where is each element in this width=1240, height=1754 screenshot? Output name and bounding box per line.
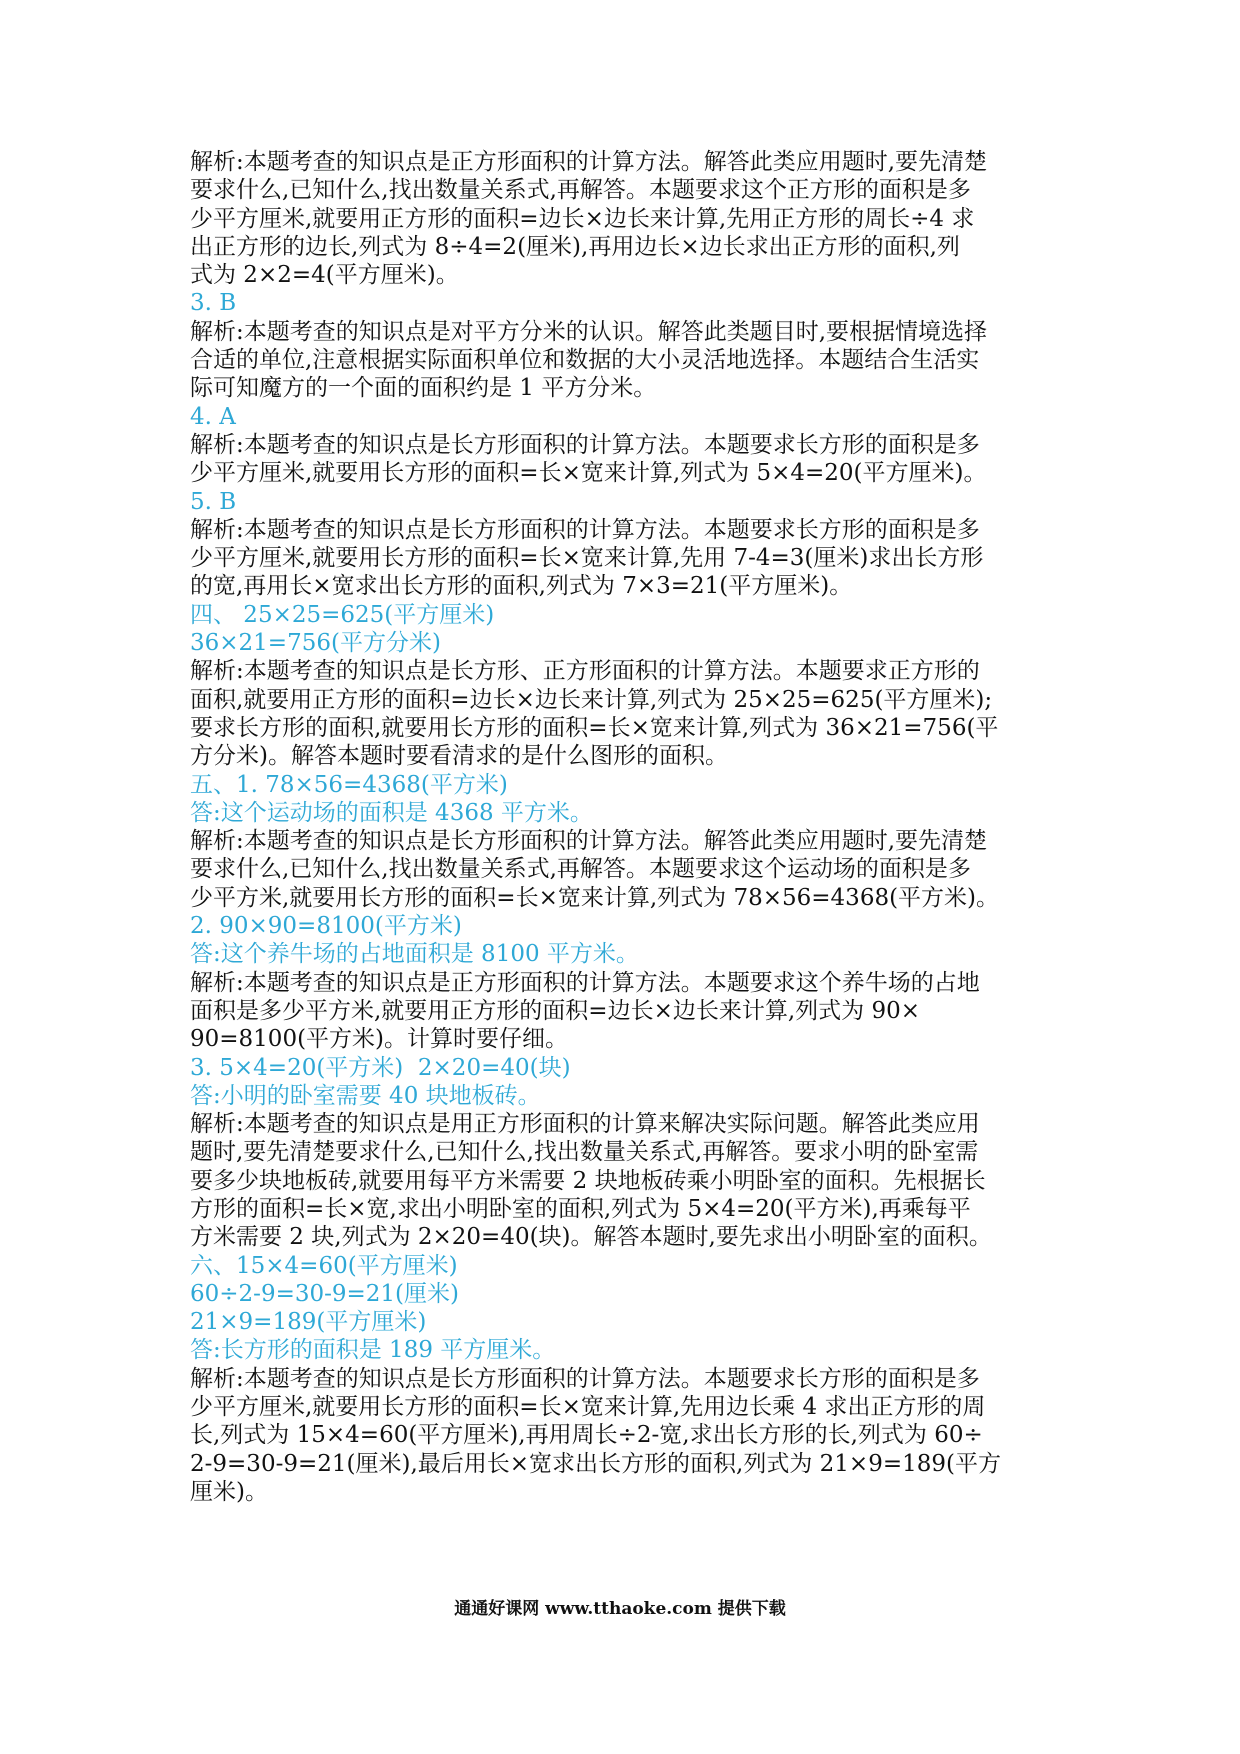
answer-line: 答:这个养牛场的占地面积是 8100 平方米。	[190, 941, 639, 968]
analysis-line: 长,列式为 15×4=60(平方厘米),再用周长÷2-宽,求出长方形的长,列式为 60÷	[190, 1422, 983, 1449]
page-footer: 通通好课网 www.tthaoke.com 提供下载	[454, 1599, 786, 1619]
answer-line: 21×9=189(平方厘米)	[190, 1309, 427, 1336]
answer-line: 四、 25×25=625(平方厘米)	[190, 601, 495, 628]
analysis-line: 合适的单位,注意根据实际面积单位和数据的大小灵活地选择。本题结合生活实	[190, 347, 980, 374]
analysis-line: 要求长方形的面积,就要用长方形的面积=长×宽来计算,列式为 36×21=756(平	[190, 714, 999, 741]
analysis-line: 解析:本题考查的知识点是长方形面积的计算方法。本题要求长方形的面积是多	[190, 1365, 980, 1392]
answer-line: 5. B	[190, 488, 237, 515]
analysis-line: 题时,要先清楚要求什么,已知什么,找出数量关系式,再解答。要求小明的卧室需	[190, 1139, 979, 1166]
analysis-line: 少平方厘米,就要用长方形的面积=长×宽来计算,先用 7-4=3(厘米)求出长方形	[190, 545, 984, 572]
analysis-line: 解析:本题考查的知识点是长方形面积的计算方法。本题要求长方形的面积是多	[190, 516, 980, 543]
analysis-line: 厘米)。	[190, 1478, 268, 1505]
analysis-line: 少平方米,就要用长方形的面积=长×宽来计算,列式为 78×56=4368(平方米)。	[190, 884, 1000, 911]
answer-line: 答:小明的卧室需要 40 块地板砖。	[190, 1082, 541, 1109]
answer-line: 4. A	[190, 403, 236, 430]
analysis-line: 要求什么,已知什么,找出数量关系式,再解答。本题要求这个正方形的面积是多	[190, 177, 971, 204]
answer-line: 3. 5×4=20(平方米) 2×20=40(块)	[190, 1054, 571, 1081]
answer-line: 答:这个运动场的面积是 4368 平方米。	[190, 799, 593, 826]
analysis-line: 少平方厘米,就要用正方形的面积=边长×边长来计算,先用正方形的周长÷4 求	[190, 205, 975, 232]
document-body	[190, 148, 1070, 1506]
answer-line: 五、1. 78×56=4368(平方米)	[190, 771, 508, 798]
analysis-line: 少平方厘米,就要用长方形的面积=长×宽来计算,先用边长乘 4 求出正方形的周	[190, 1394, 986, 1421]
analysis-line: 解析:本题考查的知识点是对平方分米的认识。解答此类题目时,要根据情境选择	[190, 318, 988, 345]
analysis-line: 解析:本题考查的知识点是长方形面积的计算方法。解答此类应用题时,要先清楚	[190, 828, 988, 855]
answer-line: 答:长方形的面积是 189 平方厘米。	[190, 1337, 556, 1364]
analysis-line: 方分米)。解答本题时要看清求的是什么图形的面积。	[190, 743, 728, 770]
analysis-line: 解析:本题考查的知识点是正方形面积的计算方法。本题要求这个养牛场的占地	[190, 969, 980, 996]
answer-line: 3. B	[190, 290, 237, 317]
analysis-line: 解析:本题考查的知识点是正方形面积的计算方法。解答此类应用题时,要先清楚	[190, 149, 988, 175]
analysis-line: 解析:本题考查的知识点是用正方形面积的计算来解决实际问题。解答此类应用	[190, 1111, 980, 1138]
answer-line: 2. 90×90=8100(平方米)	[190, 913, 462, 940]
analysis-line: 面积是多少平方米,就要用正方形的面积=边长×边长来计算,列式为 90×	[190, 997, 921, 1024]
analysis-line: 方米需要 2 块,列式为 2×20=40(块)。解答本题时,要先求出小明卧室的面积。	[190, 1224, 992, 1251]
analysis-line: 的宽,再用长×宽求出长方形的面积,列式为 7×3=21(平方厘米)。	[190, 573, 853, 600]
analysis-line: 出正方形的边长,列式为 8÷4=2(厘米),再用边长×边长求出正方形的面积,列	[190, 233, 960, 260]
analysis-line: 90=8100(平方米)。计算时要仔细。	[190, 1026, 569, 1053]
analysis-line: 2-9=30-9=21(厘米),最后用长×宽求出长方形的面积,列式为 21×9=189(平方	[190, 1450, 1001, 1477]
answer-line: 60÷2-9=30-9=21(厘米)	[190, 1280, 460, 1307]
answer-line: 六、15×4=60(平方厘米)	[190, 1252, 458, 1279]
analysis-line: 解析:本题考查的知识点是长方形、正方形面积的计算方法。本题要求正方形的	[190, 658, 980, 685]
analysis-line: 方形的面积=长×宽,求出小明卧室的面积,列式为 5×4=20(平方米),再乘每平	[190, 1195, 971, 1222]
analysis-line: 际可知魔方的一个面的面积约是 1 平方分米。	[190, 375, 657, 402]
analysis-line: 要求什么,已知什么,找出数量关系式,再解答。本题要求这个运动场的面积是多	[190, 856, 971, 883]
analysis-line: 要多少块地板砖,就要用每平方米需要 2 块地板砖乘小明卧室的面积。先根据长	[190, 1167, 986, 1194]
answer-line: 36×21=756(平方分米)	[190, 630, 441, 657]
analysis-line: 式为 2×2=4(平方厘米)。	[190, 262, 459, 289]
analysis-line: 解析:本题考查的知识点是长方形面积的计算方法。本题要求长方形的面积是多	[190, 431, 980, 458]
analysis-line: 少平方厘米,就要用长方形的面积=长×宽来计算,列式为 5×4=20(平方厘米)。	[190, 460, 987, 487]
analysis-line: 面积,就要用正方形的面积=边长×边长来计算,列式为 25×25=625(平方厘米);	[190, 686, 993, 713]
